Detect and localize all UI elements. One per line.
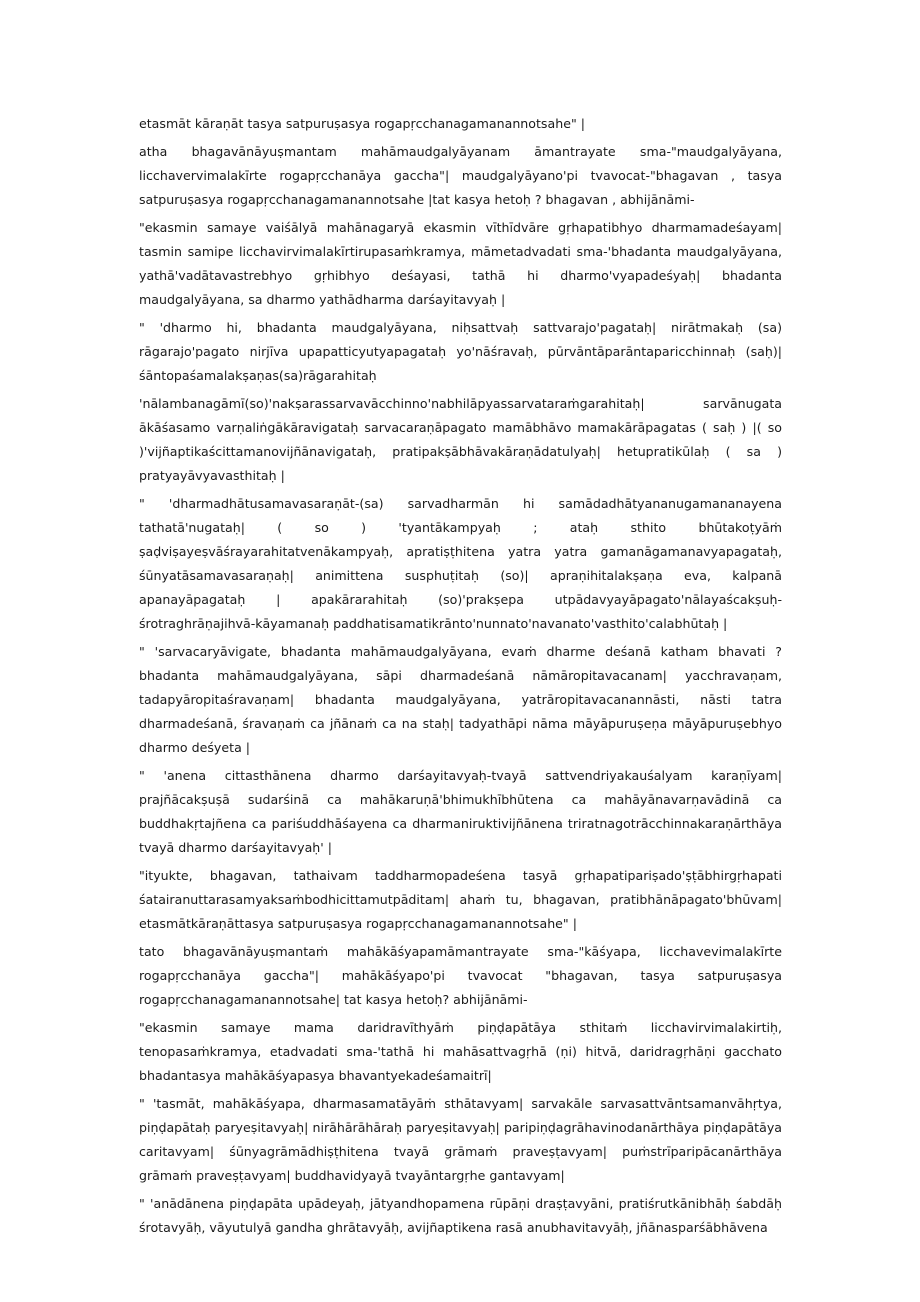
document-body <box>139 112 782 1244</box>
paragraph: " 'anena cittasthānena dharmo darśayitavyaḥ-tvayā sattvendriyakauśalyam karaṇīyam| prajñācakṣuṣā sudarśinā ca mahākaruṇā'bhimukhībhūtena ca mahāyānavarṇavādinā ca buddhakṛtajñena ca pariśuddhāśayena ca dharmaniruktivijñānena triratnagotrācchinnakaraṇārthāya tvayā dharmo darśayitavyaḥ' | <box>139 768 782 855</box>
paragraph: " 'tasmāt, mahākāśyapa, dharmasamatāyāṁ sthātavyam| sarvakāle sarvasattvāntsamanvāhṛtya, piṇḍapātaḥ paryeṣitavyaḥ| nirāhārāhāraḥ paryeṣitavyaḥ| paripiṇḍagrāhavinodanārthāya piṇḍapātāya caritavyam| śūnyagrāmādhiṣṭhitena tvayā grāmaṁ praveṣṭavyam| puṁstrīparipācanārthāya grāmaṁ praveṣṭavyam| buddhavidyayā tvayāntargṛhe gantavyam| <box>139 1096 782 1183</box>
paragraph: atha bhagavānāyuṣmantam mahāmaudgalyāyanam āmantrayate sma-"maudgalyāyana, licchavervimalakīrte rogapṛcchanāya gaccha"| maudgalyāyano'pi tvavocat-"bhagavan , tasya satpuruṣasya rogapṛcchanagamanannotsahe |tat kasya hetoḥ ? bhagavan , abhijānāmi- <box>139 144 782 207</box>
paragraph: "ekasmin samaye mama daridravīthyāṁ piṇḍapātāya sthitaṁ licchavirvimalakirtiḥ, tenopasaṁkramya, etadvadati sma-'tathā hi mahāsattvagṛhā (ṇi) hitvā, daridragṛhāṇi gacchato bhadantasya mahākāśyapasya bhavantyekadeśamaitrī| <box>139 1020 782 1083</box>
paragraph: " 'dharmadhātusamavasaraṇāt-(sa) sarvadharmān hi samādadhātyananugamananayena tathatā'nugataḥ| ( so ) 'tyantākampyaḥ ; ataḥ sthito bhūtakoṭyāṁ ṣaḍviṣayeṣvāśrayarahitatvenākampyaḥ, apratiṣṭhitena yatra yatra gamanāgamanavyapagataḥ, śūnyatāsamavasaraṇaḥ| animittena susphuṭitaḥ (so)| apraṇihitalakṣaṇa eva, kalpanā apanayāpagataḥ | apakārarahitaḥ (so)'prakṣepa utpādavyayāpagato'nālayaścakṣuḥ-śrotraghrāṇajihvā-kāyamanaḥ paddhatisamatikrānto'nunnato'navanato'vasthito'calabhūtaḥ | <box>139 496 782 631</box>
paragraph: "ityukte, bhagavan, tathaivam taddharmopadeśena tasyā gṛhapatipariṣado'ṣṭābhirgṛhapati śatairanuttarasamyaksaṁbodhicittamutpāditam| ahaṁ tu, bhagavan, pratibhānāpagato'bhūvam| etasmātkāraṇāttasya satpuruṣasya rogapṛcchanagamanannotsahe" | <box>139 868 782 931</box>
paragraph: etasmāt kāraṇāt tasya satpuruṣasya rogapṛcchanagamanannotsahe" | <box>139 116 585 131</box>
paragraph: " 'dharmo hi, bhadanta maudgalyāyana, niḥsattvaḥ sattvarajo'pagataḥ| nirātmakaḥ (sa) rāgarajo'pagato nirjīva upapatticyutyapagataḥ yo'nāśravaḥ, pūrvāntāparāntaparicchinnaḥ (saḥ)| śāntopaśamalakṣaṇas(sa)rāgarahitaḥ <box>139 320 782 383</box>
paragraph: "ekasmin samaye vaiśālyā mahānagaryā ekasmin vīthīdvāre gṛhapatibhyo dharmamadeśayam| tasmin samipe licchavirvimalakīrtirupasaṁkramya, māmetadvadati sma-'bhadanta maudgalyāyana, yathā'vadātavastrebhyo gṛhibhyo deśayasi, tathā hi dharmo'vyapadeśyaḥ| bhadanta maudgalyāyana, sa dharmo yathādharma darśayitavyaḥ | <box>139 220 782 307</box>
paragraph: " 'anādānena piṇḍapāta upādeyaḥ, jātyandhopamena rūpāṇi draṣṭavyāni, pratiśrutkānibhāḥ śabdāḥ śrotavyāḥ, vāyutulyā gandha ghrātavyāḥ, avijñaptikena rasā anubhavitavyāḥ, jñānasparśābhāvena <box>139 1196 782 1235</box>
paragraph: tato bhagavānāyuṣmantaṁ mahākāśyapamāmantrayate sma-"kāśyapa, licchavevimalakīrte rogapṛcchanāya gaccha"| mahākāśyapo'pi tvavocat "bhagavan, tasya satpuruṣasya rogapṛcchanagamanannotsahe| tat kasya hetoḥ? abhijānāmi- <box>139 944 782 1007</box>
paragraph: 'nālambanagāmī(so)'nakṣarassarvavācchinno'nabhilāpyassarvataraṁgarahitaḥ| sarvānugata ākāśasamo varṇaliṅgākāravigataḥ sarvacaraṇāpagato mamābhāvo mamakārāpagatas ( saḥ ) |( so )'vijñaptikaścittamanovijñānavigataḥ, pratipakṣābhāvakāraṇādatulyaḥ| hetupratikūlaḥ ( sa ) pratyayāvyavasthitaḥ | <box>139 396 782 483</box>
paragraph: " 'sarvacaryāvigate, bhadanta mahāmaudgalyāyana, evaṁ dharme deśanā katham bhavati ? bhadanta mahāmaudgalyāyana, sāpi dharmadeśanā nāmāropitavacanam| yacchravaṇam, tadapyāropitaśravaṇam| bhadanta maudgalyāyana, yatrāropitavacanannāsti, nāsti tatra dharmadeśanā, śravaṇaṁ ca jñānaṁ ca na staḥ| tadyathāpi nāma māyāpuruṣeṇa māyāpuruṣebhyo dharmo deśyeta | <box>139 644 782 755</box>
